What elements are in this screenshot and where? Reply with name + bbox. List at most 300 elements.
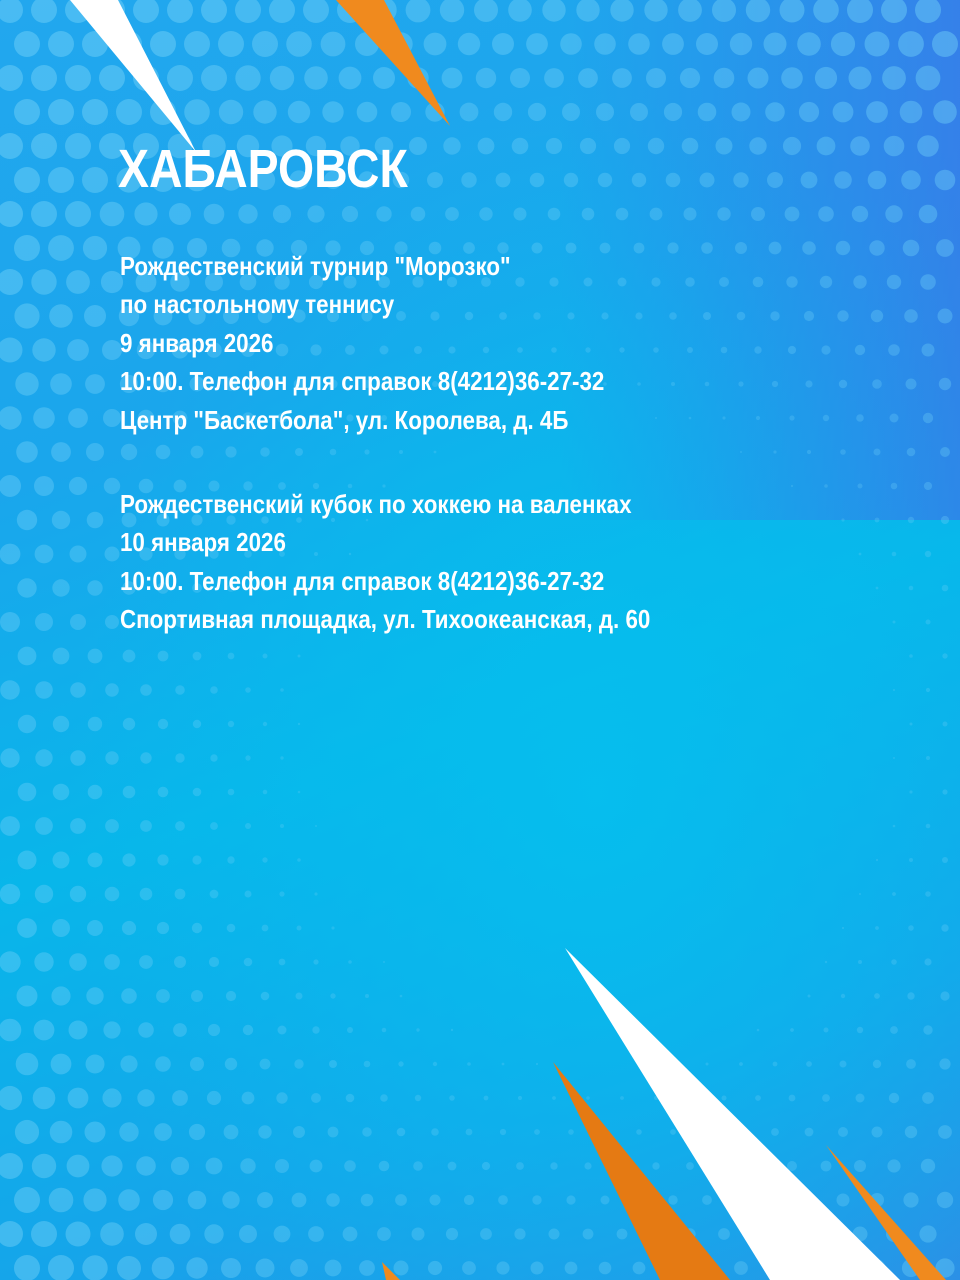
halftone-dot [240, 1158, 255, 1173]
halftone-dot [790, 1028, 794, 1032]
halftone-dot [31, 133, 57, 159]
halftone-dot [32, 1154, 56, 1178]
halftone-dot [701, 242, 713, 254]
halftone-dot [210, 754, 217, 761]
halftone-dot [494, 103, 512, 121]
halftone-dot [175, 889, 186, 900]
halftone-dot [942, 653, 947, 658]
halftone-dot [599, 1262, 612, 1275]
halftone-dot [628, 33, 650, 55]
halftone-dot [169, 203, 191, 225]
halftone-dot [767, 172, 783, 188]
halftone-dot [869, 240, 884, 255]
halftone-dot [689, 417, 692, 420]
halftone-dot [748, 68, 769, 89]
halftone-dot [119, 1122, 138, 1141]
halftone-dot [173, 1023, 187, 1037]
halftone-dot [123, 650, 136, 663]
halftone-dot [225, 446, 236, 457]
halftone-dot [651, 277, 660, 286]
halftone-dot [584, 1162, 591, 1169]
halftone-dot [207, 1091, 221, 1105]
halftone-dot [31, 1221, 57, 1247]
halftone-dot [69, 477, 87, 495]
halftone-dot [716, 138, 733, 155]
halftone-dot [34, 1020, 55, 1041]
halftone-dot [18, 715, 36, 733]
halftone-dot [278, 1026, 287, 1035]
halftone-dot [307, 205, 324, 222]
halftone-dot [478, 138, 495, 155]
halftone-dot [837, 310, 848, 321]
halftone-dot [905, 1126, 917, 1138]
halftone-dot [399, 450, 403, 454]
halftone-dot [0, 951, 21, 972]
halftone-dot [157, 922, 169, 934]
halftone-dot [906, 1059, 916, 1069]
halftone-dot [67, 339, 89, 361]
halftone-dot [903, 240, 920, 257]
halftone-dot [502, 1063, 505, 1066]
halftone-dot [398, 1061, 403, 1066]
halftone-dot [397, 1128, 406, 1137]
halftone-dot [667, 242, 678, 253]
halftone-dot [186, 1257, 207, 1278]
halftone-dot [221, 1258, 241, 1278]
halftone-dot [854, 1160, 866, 1172]
halftone-dot [158, 719, 168, 729]
halftone-dot [754, 346, 761, 353]
halftone-dot [859, 553, 862, 556]
halftone-dot [171, 1157, 189, 1175]
halftone-dot [820, 276, 832, 288]
halftone-dot [773, 450, 776, 453]
halftone-dot [330, 993, 335, 998]
halftone-dot [634, 243, 645, 254]
halftone-dot [31, 65, 57, 91]
halftone-dot [15, 1120, 39, 1144]
halftone-dot [769, 242, 782, 255]
halftone-dot [411, 207, 426, 222]
halftone-dot [921, 1159, 935, 1173]
halftone-dot [544, 68, 564, 88]
halftone-dot [51, 986, 70, 1005]
halftone-dot [253, 100, 276, 123]
halftone-dot [295, 448, 303, 456]
halftone-dot [808, 995, 811, 998]
halftone-dot [702, 1195, 712, 1205]
event-title-line: Рождественский кубок по хоккею на валенках [120, 489, 632, 519]
halftone-dot [498, 1195, 508, 1205]
halftone-dot [88, 717, 102, 731]
halftone-dot [804, 311, 814, 321]
halftone-dot [193, 720, 201, 728]
halftone-dot [936, 239, 954, 257]
halftone-dot [69, 1021, 88, 1040]
halftone-dot [549, 1229, 560, 1240]
halftone-dot [434, 451, 437, 454]
halftone-dot [52, 579, 69, 596]
halftone-dot [191, 990, 203, 1002]
halftone-dot [512, 138, 529, 155]
halftone-dot [86, 443, 104, 461]
halftone-dot [484, 1096, 489, 1101]
halftone-dot [428, 1261, 442, 1275]
halftone-dot [901, 170, 921, 190]
halftone-dot [140, 888, 153, 901]
halftone-dot [887, 275, 901, 289]
halftone-dot [16, 1053, 39, 1076]
halftone-dot [476, 68, 496, 88]
halftone-dot [279, 891, 284, 896]
halftone-dot [17, 510, 37, 530]
halftone-dot [204, 1224, 223, 1243]
halftone-dot [329, 1060, 337, 1068]
halftone-dot [596, 103, 614, 121]
halftone-dot [619, 347, 624, 352]
halftone-dot [893, 825, 896, 828]
halftone-dot [467, 1062, 471, 1066]
halftone-dot [140, 752, 151, 763]
halftone-dot [734, 1261, 748, 1275]
halftone-dot [670, 1129, 676, 1135]
halftone-dot [321, 32, 346, 57]
halftone-dot [174, 956, 186, 968]
halftone-dot [136, 1156, 156, 1176]
halftone-dot [772, 381, 778, 387]
halftone-dot [868, 171, 887, 190]
halftone-dot [193, 652, 202, 661]
halftone-dot [103, 1021, 120, 1038]
halftone-dot [156, 445, 171, 460]
halftone-dot [17, 918, 37, 938]
halftone-dot [394, 1261, 409, 1276]
halftone-dot [834, 171, 852, 189]
halftone-dot [824, 1028, 829, 1033]
halftone-dot [65, 65, 91, 91]
halftone-dot [362, 1127, 372, 1137]
halftone-dot [637, 382, 641, 386]
halftone-dot [552, 1096, 556, 1100]
halftone-dot [35, 613, 53, 631]
halftone-dot [280, 756, 283, 759]
halftone-dot [865, 32, 890, 57]
halftone-dot [245, 823, 251, 829]
halftone-dot [150, 31, 176, 57]
halftone-dot [738, 381, 743, 386]
halftone-dot [103, 409, 121, 427]
halftone-dot [17, 578, 36, 597]
halftone-dot [357, 102, 378, 123]
halftone-dot [325, 1260, 342, 1277]
halftone-dot [749, 137, 766, 154]
halftone-dot [785, 207, 800, 222]
halftone-dot [942, 585, 949, 592]
halftone-dot [786, 276, 797, 287]
halftone-dot [122, 853, 135, 866]
halftone-dot [805, 1128, 814, 1137]
halftone-dot [872, 1127, 883, 1138]
halftone-dot [66, 1222, 91, 1247]
halftone-dot [598, 173, 612, 187]
halftone-dot [210, 890, 219, 899]
halftone-dot [412, 1228, 425, 1241]
halftone-dot [442, 68, 463, 89]
halftone-dot [167, 65, 193, 91]
halftone-dot [70, 750, 85, 765]
halftone-dot [650, 208, 663, 221]
event-title-line: Рождественский турнир "Морозко" [120, 251, 511, 281]
halftone-dot [932, 31, 958, 57]
halftone-dot [875, 518, 880, 523]
halftone-dot [33, 407, 55, 429]
halftone-dot [910, 723, 913, 726]
halftone-dot [16, 441, 38, 463]
halftone-dot [568, 1129, 574, 1135]
halftone-dot [578, 68, 598, 88]
halftone-dot [686, 1162, 694, 1170]
halftone-dot [526, 33, 548, 55]
halftone-dot [733, 172, 748, 187]
halftone-dot [740, 451, 742, 453]
halftone-dot [364, 449, 369, 454]
halftone-dot [884, 136, 905, 157]
halftone-dot [17, 986, 38, 1007]
halftone-dot [652, 1162, 659, 1169]
halftone-dot [400, 995, 403, 998]
halftone-dot [528, 103, 546, 121]
halftone-dot [158, 651, 169, 662]
halftone-dot [105, 887, 120, 902]
halftone-dot [876, 587, 879, 590]
halftone-dot [83, 236, 107, 260]
halftone-dot [104, 478, 120, 494]
halftone-dot [51, 1054, 72, 1075]
halftone-dot [288, 101, 310, 123]
halftone-dot [849, 67, 872, 90]
halftone-dot [922, 1092, 934, 1104]
halftone-dot [235, 65, 260, 90]
halftone-dot [799, 102, 819, 122]
halftone-dot [395, 1194, 407, 1206]
halftone-dot [158, 787, 169, 798]
halftone-dot [806, 1061, 812, 1067]
halftone-dot [582, 208, 595, 221]
halftone-dot [909, 586, 914, 591]
halftone-dot [620, 1096, 624, 1100]
halftone-dot [140, 684, 152, 696]
halftone-dot [891, 959, 897, 965]
halftone-dot [208, 1024, 220, 1036]
halftone-dot [226, 991, 236, 1001]
halftone-dot [530, 173, 545, 188]
halftone-dot [379, 1161, 390, 1172]
halftone-dot [155, 1056, 171, 1072]
halftone-dot [924, 958, 931, 965]
halftone-dot [783, 137, 801, 155]
halftone-dot [923, 413, 933, 423]
halftone-dot [873, 1060, 881, 1068]
halftone-dot [722, 416, 725, 419]
halftone-dot [376, 206, 391, 221]
halftone-dot [482, 1162, 490, 1170]
halftone-dot [466, 1129, 473, 1136]
halftone-dot [842, 927, 844, 929]
halftone-dot [919, 1225, 936, 1242]
halftone-dot [117, 1256, 141, 1280]
halftone-dot [344, 1160, 356, 1172]
halftone-dot [137, 1089, 154, 1106]
halftone-dot [297, 858, 301, 862]
halftone-dot [797, 32, 821, 56]
halftone-dot [53, 784, 70, 801]
halftone-dot [263, 722, 267, 726]
halftone-dot [510, 68, 530, 88]
halftone-dot [836, 241, 850, 255]
halftone-dot [184, 31, 210, 57]
halftone-dot [926, 824, 931, 829]
halftone-dot [188, 1191, 207, 1210]
halftone-dot [413, 1161, 423, 1171]
halftone-dot [443, 137, 460, 154]
halftone-dot [685, 277, 695, 287]
halftone-dot [331, 926, 334, 929]
halftone-dot [14, 1187, 40, 1213]
halftone-dot [48, 31, 74, 57]
halftone-dot [662, 33, 684, 55]
halftone-dot [121, 988, 137, 1004]
halftone-dot [315, 825, 317, 827]
halftone-dot [614, 138, 630, 154]
halftone-dot [294, 1059, 303, 1068]
halftone-dot [925, 891, 931, 897]
halftone-dot [48, 235, 74, 261]
halftone-dot [908, 925, 914, 931]
halftone-dot [219, 100, 243, 124]
halftone-dot [68, 408, 88, 428]
halftone-dot [888, 344, 900, 356]
halftone-dot [84, 305, 106, 327]
halftone-dot [618, 278, 627, 287]
halftone-dot [935, 170, 956, 191]
halftone-dot [373, 67, 395, 89]
halftone-dot [228, 789, 235, 796]
halftone-dot [52, 919, 70, 937]
halftone-dot [941, 516, 949, 524]
halftone-dot [839, 380, 847, 388]
halftone-dot [228, 721, 234, 727]
halftone-dot [446, 1228, 458, 1240]
halftone-dot [700, 173, 715, 188]
halftone-dot [191, 446, 204, 459]
halftone-dot [857, 1027, 863, 1033]
halftone-dot [823, 415, 829, 421]
halftone-dot [616, 208, 629, 221]
halftone-dot [668, 1195, 677, 1204]
halftone-dot [382, 1028, 387, 1033]
halftone-dot [516, 1162, 524, 1170]
halftone-dot [890, 1026, 898, 1034]
halftone-dot [135, 1223, 157, 1245]
halftone-dot [210, 686, 218, 694]
halftone-dot [242, 1092, 255, 1105]
halftone-dot [565, 1262, 578, 1275]
event-address: Центр "Баскетбола", ул. Королева, д. 4Б [120, 404, 569, 435]
halftone-dot [49, 1188, 74, 1213]
halftone-dot [347, 1027, 353, 1033]
city-title: ХАБАРОВСК [118, 139, 408, 199]
halftone-dot [939, 1058, 950, 1069]
halftone-dot [460, 103, 479, 122]
halftone-dot [924, 482, 932, 490]
halftone-dot [298, 655, 301, 658]
halftone-dot [70, 818, 86, 834]
halftone-dot [909, 654, 913, 658]
halftone-dot [0, 816, 20, 836]
halftone-dot [858, 484, 863, 489]
halftone-dot [49, 304, 73, 328]
halftone-dot [479, 207, 492, 220]
halftone-dot [753, 277, 764, 288]
halftone-dot [636, 1129, 642, 1135]
halftone-dot [893, 689, 895, 691]
halftone-dot [138, 1022, 154, 1038]
halftone-dot [70, 886, 86, 902]
halftone-dot [871, 310, 883, 322]
halftone-dot [304, 66, 328, 90]
halftone-dot [154, 1123, 172, 1141]
halftone-dot [922, 344, 935, 357]
halftone-dot [85, 374, 105, 394]
halftone-dot [82, 167, 108, 193]
halftone-dot [122, 921, 136, 935]
halftone-dot [218, 31, 244, 57]
halftone-dot [876, 859, 878, 861]
halftone-dot [66, 270, 90, 294]
halftone-dot [874, 993, 880, 999]
halftone-dot [263, 654, 268, 659]
halftone-dot [263, 790, 268, 795]
halftone-dot [856, 1094, 865, 1103]
halftone-dot [920, 274, 936, 290]
halftone-dot [102, 340, 122, 360]
halftone-dot [938, 309, 953, 324]
halftone-dot [906, 379, 917, 390]
event-date: 9 января 2026 [120, 327, 274, 358]
halftone-dot [193, 788, 202, 797]
halftone-dot [210, 822, 218, 830]
halftone-dot [671, 382, 675, 386]
halftone-dot [206, 1158, 223, 1175]
halftone-dot [83, 1188, 106, 1211]
halftone-dot [48, 167, 74, 193]
halftone-dot [14, 31, 40, 57]
halftone-dot [156, 989, 170, 1003]
halftone-dot [909, 790, 912, 793]
halftone-dot [48, 1255, 74, 1280]
halftone-dot [31, 269, 56, 294]
halftone-dot [33, 1087, 56, 1110]
halftone-dot [35, 885, 53, 903]
halftone-dot [0, 544, 20, 565]
halftone-dot [192, 923, 202, 933]
halftone-dot [53, 852, 70, 869]
halftone-dot [192, 855, 201, 864]
halftone-dot [938, 1125, 952, 1139]
halftone-dot [296, 993, 303, 1000]
halftone-dot [682, 138, 699, 155]
halftone-dot [70, 682, 86, 698]
